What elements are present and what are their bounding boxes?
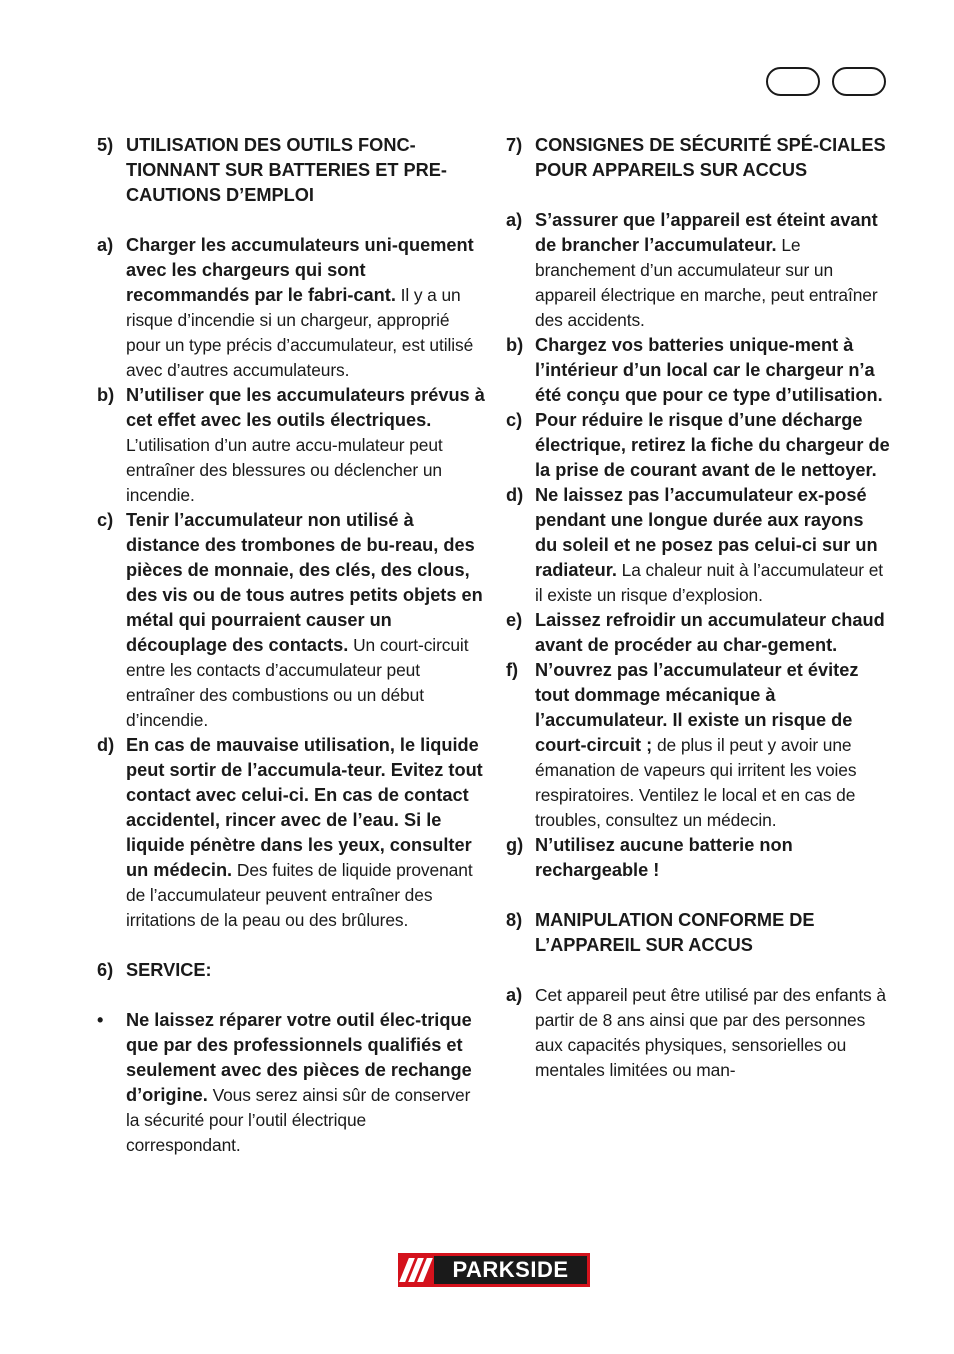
section-7-item-e: [506, 608, 890, 658]
item-normal-text: La chaleur nuit à l’accumulateur et il existe un risque d’explosion.: [535, 560, 883, 605]
item-normal-text: Cet appareil peut être utilisé par des enfants à partir de 8 ans ainsi que par des personnes aux capacités physiques, sensorielles ou mentales limitées ou man-: [535, 985, 886, 1080]
section-5-item-a: [97, 233, 485, 383]
section-7-item-b: [506, 333, 890, 408]
logo-slashes-icon: [398, 1253, 428, 1287]
item-normal-text: Des fuites de liquide provenant de l’accumulateur peuvent entraîner des irritations de la peau ou des brûlures.: [126, 860, 473, 930]
section-5-item-b: [97, 383, 485, 508]
item-label: f): [506, 660, 519, 680]
item-bold-text: N’utiliser que les accumulateurs prévus à cet effet avec les outils électriques.: [126, 385, 485, 430]
section-7-item-c: [506, 408, 890, 483]
item-bold-text: Ne laissez réparer votre outil élec-trique que par des professionnels qualifiés et seulement avec des pièces de rechange d’origine.: [126, 1010, 472, 1105]
logo-wordmark: PARKSIDE: [434, 1256, 587, 1284]
item-normal-text: de plus il peut y avoir une émanation de vapeurs qui irritent les voies respiratoires. Ventilez le local et en cas de troubles, consultez un médecin.: [535, 735, 857, 830]
item-bold-text: Laissez refroidir un accumulateur chaud avant de procéder au char-gement.: [535, 610, 885, 655]
item-bold-text: Tenir l’accumulateur non utilisé à distance des trombones de bu-reau, des pièces de monnaie, des clés, des clous, des vis ou de tous autres petits objets en métal qui pourraient causer un découplage des contacts.: [126, 510, 483, 655]
section-6-number: 6): [97, 960, 114, 980]
item-bold-text: Charger les accumulateurs uni-quement avec les chargeurs qui sont recommandés par le fabri-cant.: [126, 235, 474, 305]
section-7-item-g: [506, 833, 890, 883]
item-label: g): [506, 835, 524, 855]
item-bold-text: Ne laissez pas l’accumulateur ex-posé pendant une longue durée aux rayons du soleil et ne posez pas celui-ci sur un radiateur.: [535, 485, 878, 580]
section-7-heading: [506, 133, 890, 183]
bullet: •: [97, 1010, 104, 1030]
item-label: c): [506, 410, 523, 430]
item-label: d): [97, 735, 115, 755]
section-8-title: MANIPULATION CONFORME DE L’APPAREIL SUR ACCUS: [535, 910, 815, 955]
item-normal-text: L’utilisation d’un autre accu-mulateur peut entraîner des blessures ou déclencher un incendie.: [126, 435, 443, 505]
section-8-heading: [506, 908, 890, 958]
section-7-item-a: [506, 208, 890, 333]
language-badge-left: [766, 67, 820, 96]
section-5-number: 5): [97, 135, 114, 155]
item-normal-text: Un court-circuit entre les contacts d’accumulateur peut entraîner des combustions ou un début d’incendie.: [126, 635, 469, 730]
item-label: e): [506, 610, 523, 630]
section-6-title: SERVICE:: [126, 960, 212, 980]
language-badge-right: [832, 67, 886, 96]
item-label: b): [97, 385, 115, 405]
item-label: a): [97, 235, 114, 255]
item-label: b): [506, 335, 524, 355]
item-bold-text: Chargez vos batteries unique-ment à l’intérieur d’un local car le chargeur n’a été conçu que pour ce type d’utilisation.: [535, 335, 883, 405]
section-7-title: CONSIGNES DE SÉCURITÉ SPÉ-CIALES POUR APPAREILS SUR ACCUS: [535, 135, 886, 180]
section-5-heading: [97, 133, 485, 208]
item-bold-text: S’assurer que l’appareil est éteint avant de brancher l’accumulateur.: [535, 210, 878, 255]
item-label: c): [97, 510, 114, 530]
item-label: d): [506, 485, 524, 505]
section-6-heading: [97, 958, 485, 983]
item-bold-text: N’ouvrez pas l’accumulateur et évitez tout dommage mécanique à l’accumulateur. Il existe un risque de court-circuit ;: [535, 660, 859, 755]
section-5-item-c: [97, 508, 485, 733]
item-normal-text: Il y a un risque d’incendie si un chargeur, approprié pour un type précis d’accumulateur, est utilisé avec d’autres accumulateurs.: [126, 285, 474, 380]
item-label: a): [506, 985, 523, 1005]
left-column: [97, 133, 485, 1158]
item-normal-text: Vous serez ainsi sûr de conserver la sécurité pour l’outil électrique correspondant.: [126, 1085, 471, 1155]
section-7-number: 7): [506, 135, 523, 155]
item-bold-text: En cas de mauvaise utilisation, le liquide peut sortir de l’accumula-teur. Evitez tout contact avec celui-ci. En cas de contact accidentel, rincer avec de l’eau. Si le liquide pénètre dans les yeux, consulter un médecin.: [126, 735, 483, 880]
section-5-item-d: [97, 733, 485, 933]
section-6-item-bullet: [97, 1008, 485, 1158]
item-normal-text: Le branchement d’un accumulateur sur un appareil électrique en marche, peut entraîner des accidents.: [535, 235, 878, 330]
section-7-item-f: [506, 658, 890, 833]
item-label: a): [506, 210, 523, 230]
item-bold-text: N’utilisez aucune batterie non rechargeable !: [535, 835, 793, 880]
item-bold-text: Pour réduire le risque d’une décharge électrique, retirez la fiche du chargeur de la prise de courant avant de le nettoyer.: [535, 410, 890, 480]
section-8-item-a: [506, 983, 890, 1083]
section-7-item-d: [506, 483, 890, 608]
section-8-number: 8): [506, 910, 523, 930]
section-5-title: UTILISATION DES OUTILS FONC-TIONNANT SUR BATTERIES ET PRE-CAUTIONS D’EMPLOI: [126, 135, 447, 205]
right-column: [506, 133, 890, 1083]
parkside-logo: [398, 1253, 590, 1287]
